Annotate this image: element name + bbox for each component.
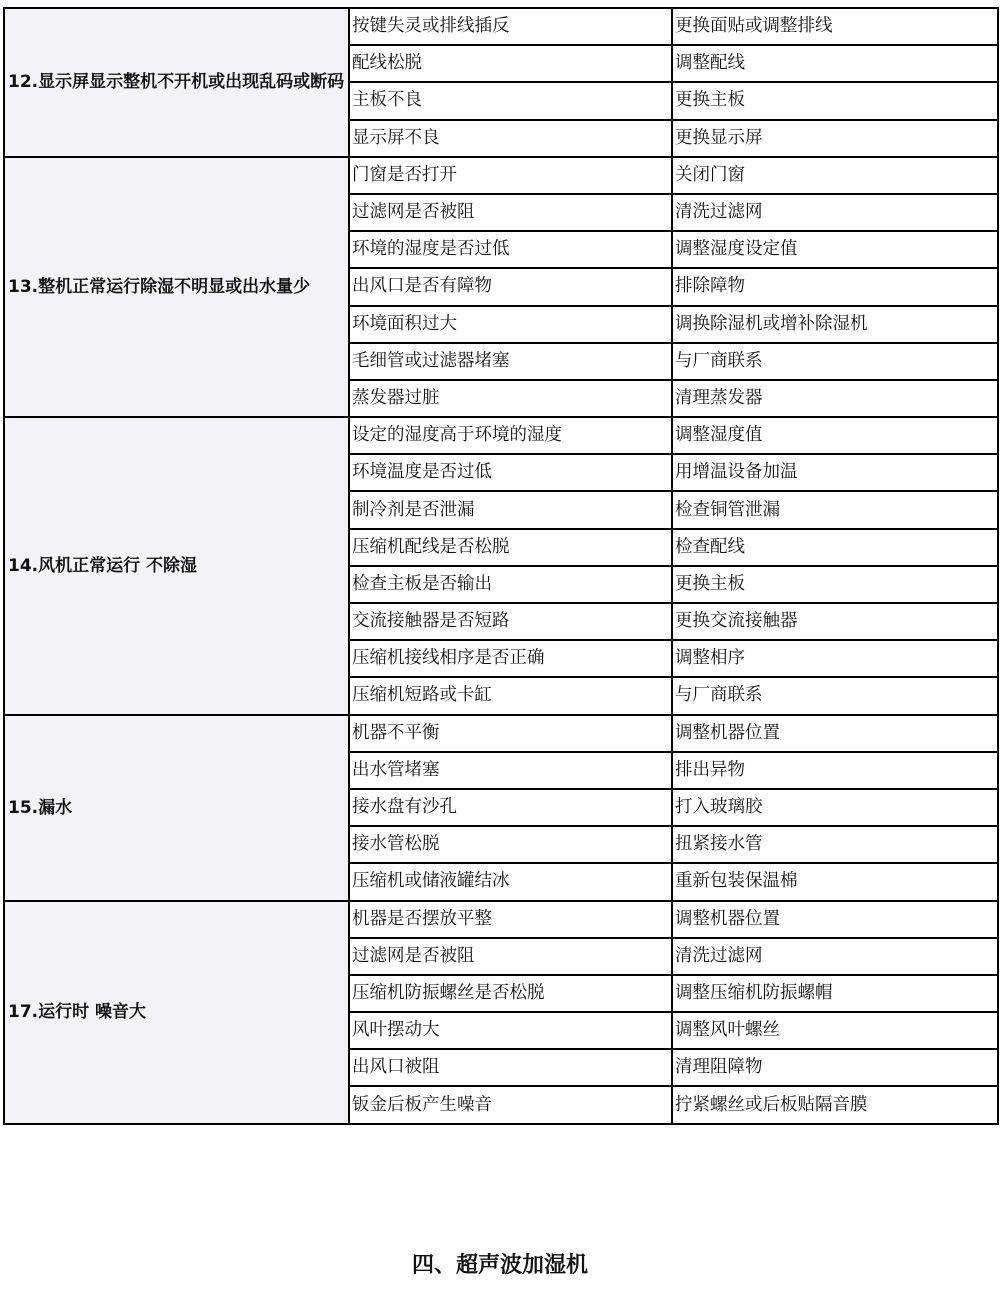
cause-cell: 检查主板是否输出 — [349, 566, 672, 603]
cause-cell: 压缩机配线是否松脱 — [349, 529, 672, 566]
cause-cell: 风叶摆动大 — [349, 1012, 672, 1049]
solution-cell: 扭紧接水管 — [672, 826, 998, 863]
solution-cell: 调整湿度值 — [672, 417, 998, 454]
solution-cell: 更换主板 — [672, 566, 998, 603]
solution-cell: 更换面贴或调整排线 — [672, 8, 998, 45]
issue-title: 13.整机正常运行除湿不明显或出水量少 — [4, 157, 349, 417]
table-row — [4, 715, 998, 752]
cause-cell: 出水管堵塞 — [349, 752, 672, 789]
solution-cell: 调换除湿机或增补除湿机 — [672, 306, 998, 343]
cause-cell: 环境的湿度是否过低 — [349, 231, 672, 268]
cause-cell: 压缩机接线相序是否正确 — [349, 640, 672, 677]
solution-cell: 与厂商联系 — [672, 343, 998, 380]
solution-cell: 排出异物 — [672, 752, 998, 789]
cause-cell: 压缩机防振螺丝是否松脱 — [349, 975, 672, 1012]
solution-cell: 检查铜管泄漏 — [672, 491, 998, 528]
cause-cell: 显示屏不良 — [349, 120, 672, 157]
cause-cell: 交流接触器是否短路 — [349, 603, 672, 640]
cause-cell: 机器是否摆放平整 — [349, 901, 672, 938]
solution-cell: 拧紧螺丝或后板贴隔音膜 — [672, 1086, 998, 1123]
solution-cell: 调整机器位置 — [672, 901, 998, 938]
cause-cell: 过滤网是否被阻 — [349, 194, 672, 231]
solution-cell: 调整相序 — [672, 640, 998, 677]
table-row — [4, 8, 998, 45]
cause-cell: 主板不良 — [349, 82, 672, 119]
solution-cell: 清洗过滤网 — [672, 194, 998, 231]
solution-cell: 调整配线 — [672, 45, 998, 82]
issue-title: 17.运行时 噪音大 — [4, 901, 349, 1124]
solution-cell: 与厂商联系 — [672, 677, 998, 714]
solution-cell: 调整压缩机防振螺帽 — [672, 975, 998, 1012]
cause-cell: 制冷剂是否泄漏 — [349, 491, 672, 528]
solution-cell: 清洗过滤网 — [672, 938, 998, 975]
solution-cell: 调整湿度设定值 — [672, 231, 998, 268]
troubleshooting-table — [3, 7, 999, 1125]
section-heading: 四、超声波加湿机 — [411, 1253, 588, 1278]
cause-cell: 过滤网是否被阻 — [349, 938, 672, 975]
cause-cell: 压缩机短路或卡缸 — [349, 677, 672, 714]
solution-cell: 更换交流接触器 — [672, 603, 998, 640]
issue-title: 14.风机正常运行 不除湿 — [4, 417, 349, 715]
cause-cell: 出风口被阻 — [349, 1049, 672, 1086]
cause-cell: 毛细管或过滤器堵塞 — [349, 343, 672, 380]
cause-cell: 接水盘有沙孔 — [349, 789, 672, 826]
cause-cell: 门窗是否打开 — [349, 157, 672, 194]
cause-cell: 蒸发器过脏 — [349, 380, 672, 417]
solution-cell: 检查配线 — [672, 529, 998, 566]
solution-cell: 关闭门窗 — [672, 157, 998, 194]
issue-title: 12.显示屏显示整机不开机或出现乱码或断码 — [4, 8, 349, 157]
cause-cell: 出风口是否有障物 — [349, 268, 672, 305]
issue-title: 15.漏水 — [4, 715, 349, 901]
table-row — [4, 901, 998, 938]
solution-cell: 用增温设备加温 — [672, 454, 998, 491]
table-row — [4, 417, 998, 454]
cause-cell: 压缩机或储液罐结冰 — [349, 863, 672, 900]
cause-cell: 钣金后板产生噪音 — [349, 1086, 672, 1123]
solution-cell: 打入玻璃胶 — [672, 789, 998, 826]
solution-cell: 排除障物 — [672, 268, 998, 305]
solution-cell: 清理阻障物 — [672, 1049, 998, 1086]
solution-cell: 调整机器位置 — [672, 715, 998, 752]
cause-cell: 接水管松脱 — [349, 826, 672, 863]
solution-cell: 重新包装保温棉 — [672, 863, 998, 900]
table-body — [4, 8, 998, 1124]
cause-cell: 按键失灵或排线插反 — [349, 8, 672, 45]
cause-cell: 环境面积过大 — [349, 306, 672, 343]
cause-cell: 环境温度是否过低 — [349, 454, 672, 491]
solution-cell: 更换主板 — [672, 82, 998, 119]
solution-cell: 更换显示屏 — [672, 120, 998, 157]
cause-cell: 机器不平衡 — [349, 715, 672, 752]
solution-cell: 清理蒸发器 — [672, 380, 998, 417]
cause-cell: 配线松脱 — [349, 45, 672, 82]
cause-cell: 设定的湿度高于环境的湿度 — [349, 417, 672, 454]
table-row — [4, 157, 998, 194]
solution-cell: 调整风叶螺丝 — [672, 1012, 998, 1049]
